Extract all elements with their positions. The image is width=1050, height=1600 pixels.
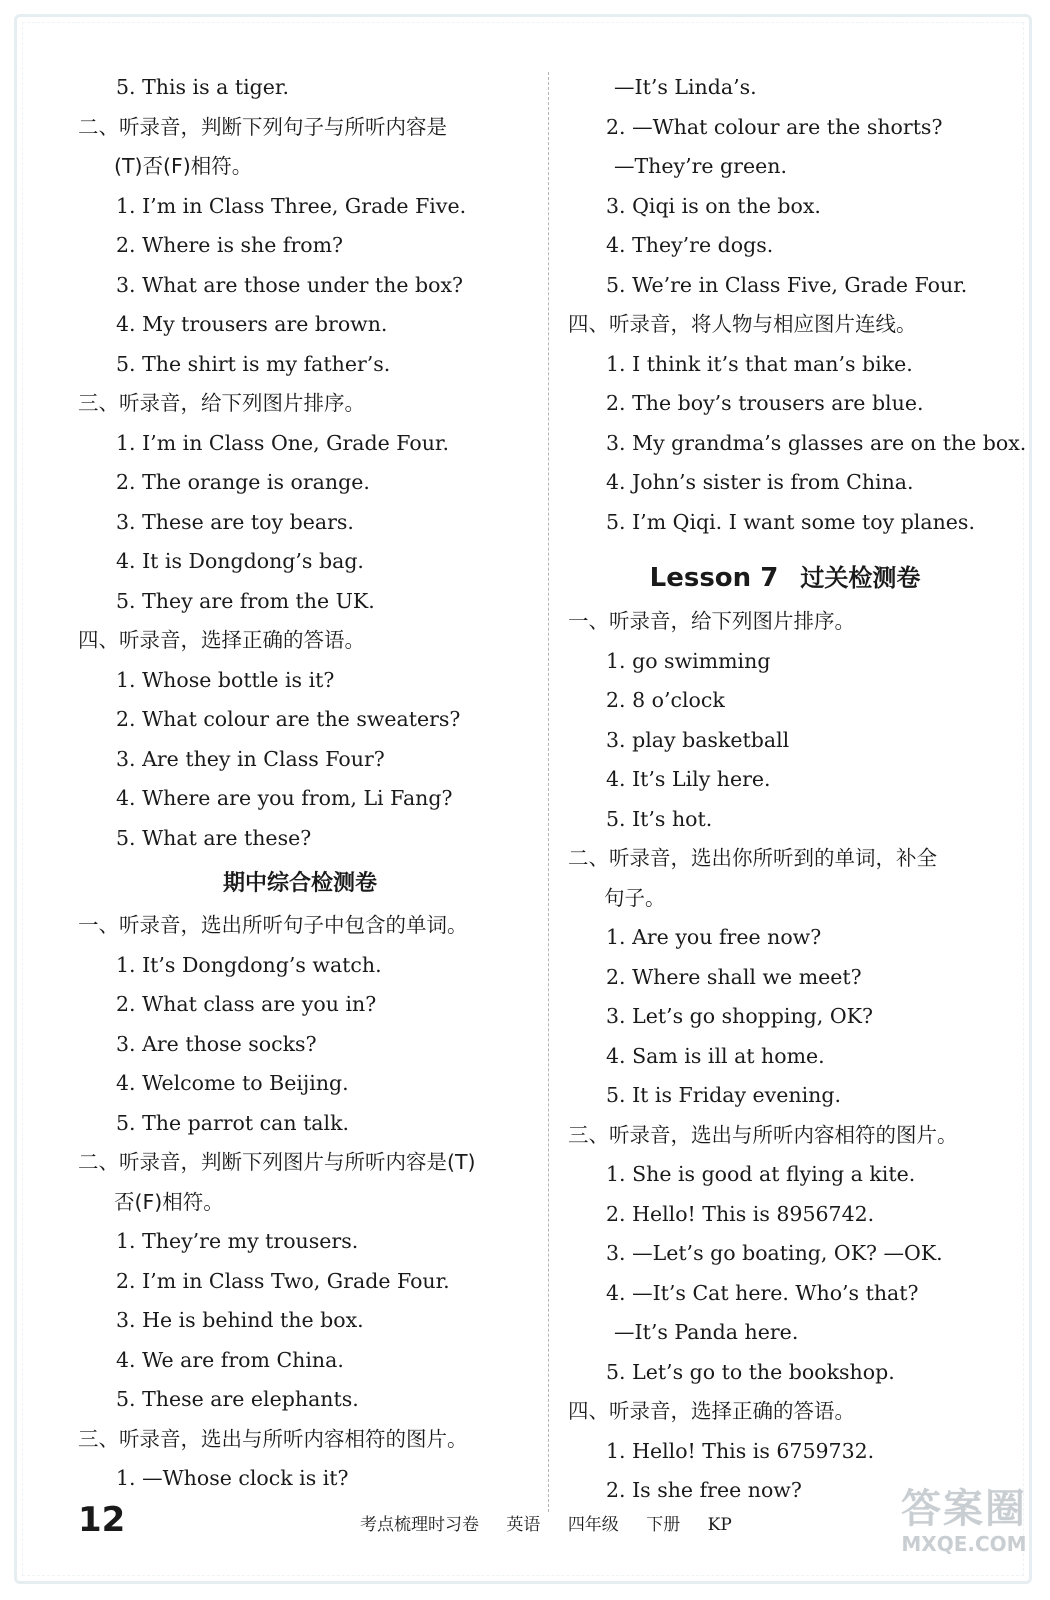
question-item: 5. This is a tiger. [116, 75, 289, 99]
right-column-top [560, 68, 1027, 542]
reply-line: —It’s Linda’s. [614, 75, 757, 99]
question-item: 2. —What colour are the shorts? [606, 114, 943, 139]
section-instruction: 三、听录音，选出与所听内容相符的图片。 [78, 1426, 468, 1451]
question-item: 3. What are those under the box? [116, 272, 464, 297]
question-item: 1. Whose bottle is it? [116, 667, 335, 692]
section-instruction: 二、听录音，判断下列图片与所听内容是(T) [78, 1150, 476, 1174]
question-item: 2. The boy’s trousers are blue. [606, 391, 924, 415]
question-item: 5. Let’s go to the bookshop. [606, 1359, 895, 1384]
question-item: 3. Are they in Class Four? [116, 746, 385, 771]
section-instruction: 四、听录音，选择正确的答语。 [568, 1399, 855, 1423]
question-item: 4. It’s Lily here. [606, 767, 771, 791]
question-item: 5. I’m Qiqi. I want some toy planes. [606, 509, 975, 534]
section-instruction: 一、听录音，选出所听句子中包含的单词。 [78, 913, 468, 937]
question-item: 3. —Let’s go boating, OK? —OK. [606, 1241, 943, 1265]
question-item: 2. 8 o’clock [606, 688, 725, 712]
question-item: 4. Welcome to Beijing. [116, 1071, 349, 1095]
question-item: 5. We’re in Class Five, Grade Four. [606, 272, 968, 297]
column-divider [548, 72, 549, 1512]
section-instruction: 四、听录音，将人物与相应图片连线。 [568, 312, 917, 336]
question-item: 1. It’s Dongdong’s watch. [116, 952, 382, 977]
question-item: 1. I’m in Class One, Grade Four. [116, 430, 449, 455]
watermark-url: MXQE.COM [901, 1532, 1027, 1556]
question-item: 1. —Whose clock is it? [116, 1466, 349, 1490]
question-item: 2. Is she free now? [606, 1478, 802, 1502]
section-instruction: 三、听录音，选出与所听内容相符的图片。 [568, 1122, 958, 1147]
question-item: 1. She is good at flying a kite. [606, 1162, 916, 1186]
question-item: 2. The orange is orange. [116, 470, 370, 494]
question-item: 4. —It’s Cat here. Who’s that? [606, 1280, 919, 1305]
right-column-bottom [560, 602, 1010, 1511]
question-item: 5. It’s hot. [606, 806, 713, 831]
question-item: 2. I’m in Class Two, Grade Four. [116, 1268, 450, 1293]
left-column [70, 68, 530, 1499]
question-item: 5. These are elephants. [116, 1387, 359, 1411]
footer-book-info [360, 1510, 754, 1535]
section-instruction: 二、听录音，选出你所听到的单词，补全 [568, 846, 937, 870]
question-item: 3. Are those socks? [116, 1031, 317, 1056]
watermark-text: 答案圈 [901, 1486, 1027, 1532]
question-item: 3. These are toy bears. [116, 509, 354, 534]
question-item: 1. Are you free now? [606, 925, 822, 949]
footer-subject: 英语 [506, 1515, 541, 1535]
question-item: 1. I think it’s that man’s bike. [606, 351, 913, 376]
question-item: 4. We are from China. [116, 1347, 344, 1372]
question-item: 4. My trousers are brown. [116, 312, 388, 336]
reply-line: —They’re green. [614, 154, 787, 178]
footer-volume: 下册 [646, 1515, 681, 1535]
question-item: 1. Hello! This is 6759732. [606, 1438, 875, 1463]
footer-grade: 四年级 [567, 1515, 619, 1535]
question-item: 5. What are these? [116, 825, 312, 850]
question-item: 3. He is behind the box. [116, 1308, 364, 1332]
question-item: 5. The shirt is my father’s. [116, 351, 391, 376]
lesson-title: 过关检测卷 [800, 564, 921, 592]
question-item: 2. Hello! This is 8956742. [606, 1201, 875, 1226]
lesson-number: Lesson 7 [649, 563, 779, 593]
question-item: 2. What colour are the sweaters? [116, 707, 461, 731]
question-item: 4. Where are you from, Li Fang? [116, 786, 453, 810]
lesson-heading [560, 550, 1010, 602]
section-instruction-cont: 句子。 [604, 885, 666, 910]
reply-line: —It’s Panda here. [614, 1320, 799, 1344]
section-instruction: 四、听录音，选择正确的答语。 [78, 628, 365, 652]
question-item: 2. What class are you in? [116, 992, 377, 1016]
question-item: 5. They are from the UK. [116, 588, 375, 613]
question-item: 4. They’re dogs. [606, 233, 774, 257]
page-number: 12 [78, 1500, 126, 1540]
footer-book-title: 考点梳理时习卷 [360, 1515, 479, 1535]
question-item: 4. John’s sister is from China. [606, 470, 914, 494]
section-instruction-cont: 否(F)相符。 [114, 1189, 224, 1214]
question-item: 5. It is Friday evening. [606, 1083, 841, 1107]
question-item: 3. Qiqi is on the box. [606, 193, 821, 218]
footer-edition: KP [707, 1515, 732, 1535]
question-item: 3. Let’s go shopping, OK? [606, 1004, 873, 1028]
question-item: 4. It is Dongdong’s bag. [116, 549, 364, 573]
question-item: 3. play basketball [606, 727, 790, 752]
watermark-logo [900, 1486, 1028, 1556]
section-instruction: 一、听录音，给下列图片排序。 [568, 609, 855, 633]
question-item: 3. My grandma’s glasses are on the box. [606, 430, 1027, 455]
section-heading: 期中综合检测卷 [222, 871, 377, 896]
question-item: 4. Sam is ill at home. [606, 1043, 825, 1068]
question-item: 1. They’re my trousers. [116, 1229, 359, 1253]
question-item: 2. Where shall we meet? [606, 964, 862, 989]
question-item: 2. Where is she from? [116, 233, 344, 257]
section-instruction-cont: (T)否(F)相符。 [114, 154, 253, 178]
question-item: 1. go swimming [606, 648, 771, 673]
section-instruction: 二、听录音，判断下列句子与所听内容是 [78, 114, 447, 139]
question-item: 1. I’m in Class Three, Grade Five. [116, 193, 467, 218]
question-item: 5. The parrot can talk. [116, 1110, 350, 1135]
section-instruction: 三、听录音，给下列图片排序。 [78, 391, 365, 415]
